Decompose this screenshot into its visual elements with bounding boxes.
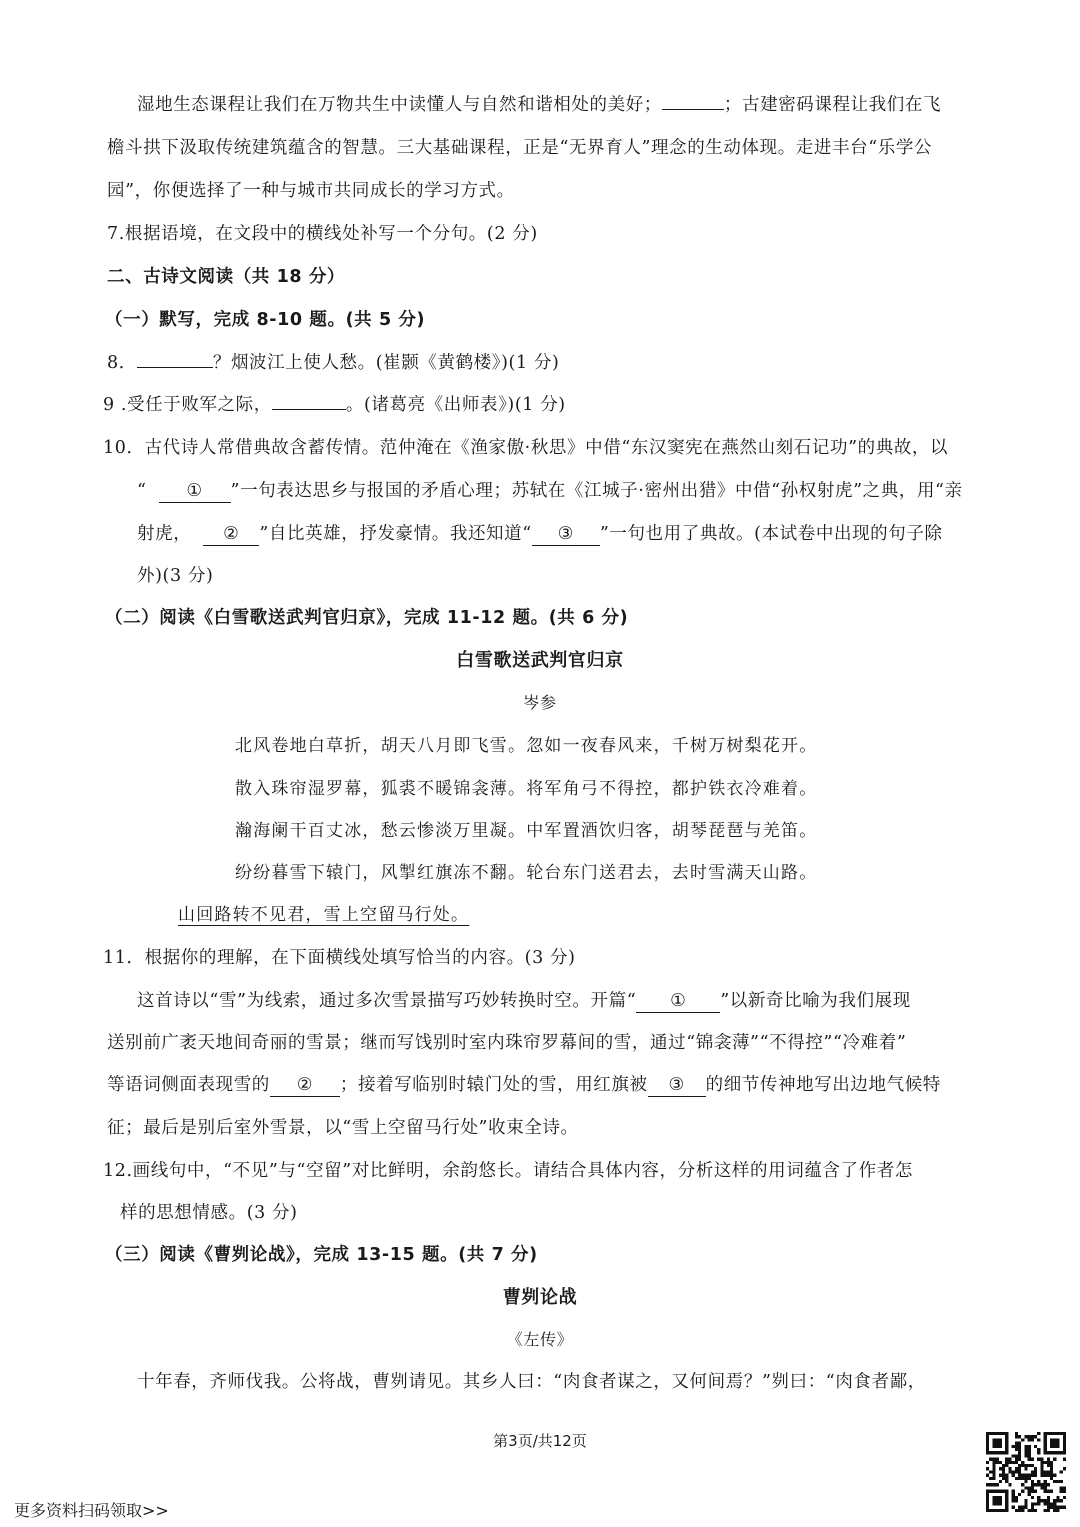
answer-blank-1: ①: [636, 990, 720, 1013]
qr-module: [992, 1467, 995, 1470]
qr-module: [1005, 1480, 1008, 1483]
qr-module: [1028, 1448, 1031, 1451]
qr-module: [1047, 1509, 1050, 1512]
qr-module: [1063, 1467, 1066, 1470]
answer-blank-2: ②: [270, 1074, 340, 1097]
qr-module: [1053, 1480, 1056, 1483]
answer-blank: [137, 367, 213, 368]
qr-module: [1018, 1435, 1021, 1438]
qr-module: [1034, 1502, 1037, 1505]
qr-module: [1018, 1448, 1021, 1451]
poem-line-2: 散入珠帘湿罗幕，狐裘不暖锦衾薄。将军角弓不得控，都护铁衣冷难着。: [235, 779, 818, 799]
qr-module: [1040, 1486, 1043, 1489]
qr-module: [1005, 1474, 1008, 1477]
qr-module: [1050, 1470, 1053, 1473]
qr-module: [1063, 1490, 1066, 1493]
qr-module: [1031, 1470, 1034, 1473]
qr-module: [1044, 1483, 1047, 1486]
qr-module: [1012, 1499, 1015, 1502]
qr-module: [1012, 1490, 1015, 1493]
qr-module: [1028, 1490, 1031, 1493]
qr-module: [1037, 1502, 1040, 1505]
qr-module: [1037, 1458, 1040, 1461]
qr-module: [1018, 1445, 1021, 1448]
question-text: 等语词侧面表现雪的: [107, 1075, 270, 1095]
qr-module: [1044, 1502, 1047, 1505]
qr-module: [1018, 1470, 1021, 1473]
qr-module: [1040, 1458, 1043, 1461]
qr-module: [1018, 1474, 1021, 1477]
qr-module: [1034, 1467, 1037, 1470]
qr-module: [1063, 1486, 1066, 1489]
qr-module: [986, 1467, 989, 1470]
qr-module: [1031, 1486, 1034, 1489]
question-11-line-1: [137, 988, 911, 1014]
subsection-3-title: （三）阅读《曹刿论战》，完成 13-15 题。(共 7 分): [105, 1245, 538, 1265]
qr-module: [1008, 1483, 1011, 1486]
qr-module: [1031, 1458, 1034, 1461]
qr-module: [989, 1458, 992, 1461]
qr-module: [1050, 1502, 1053, 1505]
qr-module: [1037, 1496, 1040, 1499]
qr-module: [1050, 1477, 1053, 1480]
qr-module: [1021, 1438, 1024, 1441]
qr-module: [1015, 1435, 1018, 1438]
qr-module: [1053, 1509, 1056, 1512]
qr-module: [1021, 1506, 1024, 1509]
qr-module: [1031, 1464, 1034, 1467]
qr-module: [1060, 1490, 1063, 1493]
qr-module: [1050, 1464, 1053, 1467]
qr-module: [999, 1474, 1002, 1477]
qr-module: [1024, 1480, 1027, 1483]
qr-module: [1044, 1499, 1047, 1502]
qr-module: [1024, 1474, 1027, 1477]
qr-module: [1018, 1442, 1021, 1445]
qr-module: [1047, 1483, 1050, 1486]
quote-mark: “: [137, 481, 147, 501]
qr-module: [1047, 1470, 1050, 1473]
qr-module: [1024, 1499, 1027, 1502]
qr-module: [992, 1483, 995, 1486]
qr-module: [1053, 1499, 1056, 1502]
qr-module: [1021, 1509, 1024, 1512]
qr-module: [999, 1480, 1002, 1483]
qr-module: [1008, 1470, 1011, 1473]
qr-module: [1015, 1477, 1018, 1480]
qr-module: [1031, 1502, 1034, 1505]
qr-module: [1024, 1486, 1027, 1489]
qr-module: [1018, 1451, 1021, 1454]
answer-blank: [272, 409, 346, 410]
qr-module: [1024, 1454, 1027, 1457]
qr-module: [1002, 1477, 1005, 1480]
qr-module: [1015, 1467, 1018, 1470]
qr-module: [1028, 1493, 1031, 1496]
qr-module: [1028, 1458, 1031, 1461]
poem-line-3: 瀚海阑干百丈冰，愁云惨淡万里凝。中军置酒饮归客，胡琴琵琶与羌笛。: [235, 821, 818, 841]
qr-module: [1044, 1470, 1047, 1473]
qr-module: [1063, 1458, 1066, 1461]
question-text: ；接着写临别时辕门处的雪，用红旗被: [339, 1075, 648, 1095]
qr-module: [1018, 1458, 1021, 1461]
qr-module: [1050, 1461, 1053, 1464]
qr-module: [1037, 1432, 1040, 1435]
passage-line-2: 檐斗拱下汲取传统建筑蕴含的智慧。三大基础课程，正是“无界育人”理念的生动体现。走进丰台“乐学公: [107, 138, 933, 158]
qr-module: [1008, 1458, 1011, 1461]
qr-module: [1037, 1499, 1040, 1502]
qr-module: [1034, 1445, 1037, 1448]
question-text: 。(诸葛亮《出师表》)(1 分): [345, 395, 566, 415]
question-8: [107, 350, 559, 376]
qr-module: [992, 1461, 995, 1464]
qr-module: [1040, 1467, 1043, 1470]
qr-module: [996, 1461, 999, 1464]
qr-module: [986, 1474, 989, 1477]
qr-module: [1047, 1499, 1050, 1502]
question-9: [103, 392, 566, 418]
underlined-sentence: 山回路转不见君，雪上空留马行处。: [178, 905, 470, 925]
qr-module: [1021, 1464, 1024, 1467]
qr-module: [1047, 1490, 1050, 1493]
qr-module: [1031, 1474, 1034, 1477]
qr-module: [996, 1458, 999, 1461]
qr-module: [1012, 1506, 1015, 1509]
qr-module: [1028, 1445, 1031, 1448]
qr-module: [992, 1458, 995, 1461]
qr-module: [1002, 1467, 1005, 1470]
qr-module: [1063, 1496, 1066, 1499]
qr-module: [1060, 1499, 1063, 1502]
passage-text: 湿地生态课程让我们在万物共生中读懂人与自然和谐相处的美好；: [137, 95, 662, 115]
qr-module: [1031, 1509, 1034, 1512]
qr-module: [1021, 1483, 1024, 1486]
qr-module: [1018, 1477, 1021, 1480]
qr-module: [1021, 1474, 1024, 1477]
prose-source: 《左传》: [506, 1330, 574, 1349]
qr-module: [1034, 1509, 1037, 1512]
qr-module: [992, 1477, 995, 1480]
qr-module: [986, 1483, 989, 1486]
qr-module: [1002, 1474, 1005, 1477]
qr-module: [989, 1477, 992, 1480]
question-text: ”自比英雄，抒发豪情。我还知道“: [259, 524, 532, 544]
qr-module: [1060, 1506, 1063, 1509]
qr-module: [1047, 1464, 1050, 1467]
question-12-line-1: 12.画线句中，“不见”与“空留”对比鲜明，余韵悠长。请结合具体内容，分析这样的用词蕴含了作者怎: [103, 1161, 913, 1181]
qr-module: [1056, 1480, 1059, 1483]
qr-module: [1047, 1502, 1050, 1505]
qr-module: [1028, 1509, 1031, 1512]
poem-title: 白雪歌送武判官归京: [456, 650, 624, 671]
qr-module: [1056, 1499, 1059, 1502]
qr-module: [1063, 1506, 1066, 1509]
qr-module: [1015, 1509, 1018, 1512]
qr-module: [1056, 1509, 1059, 1512]
subsection-1-title: （一）默写，完成 8-10 题。(共 5 分): [105, 310, 426, 330]
qr-module: [1031, 1483, 1034, 1486]
qr-module: [1050, 1474, 1053, 1477]
qr-module: [1028, 1438, 1031, 1441]
qr-module: [1018, 1509, 1021, 1512]
qr-module: [1056, 1496, 1059, 1499]
qr-module: [1028, 1486, 1031, 1489]
qr-module: [1024, 1435, 1027, 1438]
qr-module: [1053, 1474, 1056, 1477]
qr-module: [1047, 1506, 1050, 1509]
qr-module: [1005, 1477, 1008, 1480]
qr-module: [1047, 1461, 1050, 1464]
qr-module: [1015, 1448, 1018, 1451]
qr-module: [1024, 1506, 1027, 1509]
qr-module: [1012, 1474, 1015, 1477]
passage-text: ；古建密码课程让我们在飞: [723, 95, 942, 115]
qr-module: [1012, 1445, 1015, 1448]
poem-line-4: 纷纷暮雪下辕门，风掣红旗冻不翻。轮台东门送君去，去时雪满天山路。: [235, 863, 818, 883]
qr-module: [1005, 1464, 1008, 1467]
qr-module: [1018, 1467, 1021, 1470]
section-2-title: 二、古诗文阅读（共 18 分）: [107, 267, 346, 287]
qr-module: [999, 1461, 1002, 1464]
question-number: 8．: [107, 353, 137, 373]
answer-blank-2: ②: [203, 523, 259, 546]
qr-module: [1044, 1474, 1047, 1477]
qr-module: [1044, 1509, 1047, 1512]
poem-author: 岑参: [523, 693, 557, 712]
question-10-line-4: 外)(3 分): [137, 566, 214, 586]
qr-module: [1012, 1493, 1015, 1496]
question-11-line-3: [107, 1072, 941, 1098]
qr-module: [1031, 1480, 1034, 1483]
qr-module: [1031, 1496, 1034, 1499]
qr-module: [1028, 1454, 1031, 1457]
qr-module: [989, 1483, 992, 1486]
question-11-head: 11．根据你的理解，在下面横线处填写恰当的内容。(3 分): [103, 948, 576, 968]
qr-module: [1034, 1474, 1037, 1477]
qr-module: [1031, 1506, 1034, 1509]
passage-blank: [662, 109, 724, 110]
qr-module: [1031, 1490, 1034, 1493]
qr-module: [989, 1470, 992, 1473]
passage-line-1: [137, 92, 941, 118]
qr-module: [1047, 1496, 1050, 1499]
qr-module: [1053, 1502, 1056, 1505]
qr-module: [1047, 1474, 1050, 1477]
question-text: 这首诗以“雪”为线索，通过多次雪景描写巧妙转换时空。开篇“: [137, 991, 637, 1011]
qr-module: [1024, 1445, 1027, 1448]
question-text: ”一句表达思乡与报国的矛盾心理；苏轼在《江城子·密州出猎》中借“孙权射虎”之典，用“亲: [230, 481, 963, 501]
qr-module: [1005, 1461, 1008, 1464]
qr-module: [1024, 1451, 1027, 1454]
qr-module: [1040, 1464, 1043, 1467]
qr-module: [1056, 1506, 1059, 1509]
poem-line-1: 北风卷地白草折，胡天八月即飞雪。忽如一夜春风来，千树万树梨花开。: [235, 736, 818, 756]
page-number: 第3页/共12页: [493, 1432, 587, 1450]
qr-module: [1015, 1442, 1018, 1445]
qr-module: [992, 1464, 995, 1467]
qr-module: [1024, 1464, 1027, 1467]
qr-module: [1015, 1496, 1018, 1499]
qr-module: [992, 1474, 995, 1477]
qr-module: [1034, 1470, 1037, 1473]
qr-module: [1034, 1490, 1037, 1493]
qr-module: [1037, 1483, 1040, 1486]
qr-module: [1015, 1461, 1018, 1464]
qr-module: [1037, 1480, 1040, 1483]
qr-module: [1040, 1470, 1043, 1473]
qr-module: [1050, 1506, 1053, 1509]
question-10-line-1: 10．古代诗人常借典故含蓄传情。范仲淹在《渔家傲·秋思》中借“东汉窦宪在燕然山刻石记功”的典故，以: [103, 438, 949, 458]
qr-module: [1044, 1486, 1047, 1489]
question-text: 的细节传神地写出边地气候特: [705, 1075, 941, 1095]
question-11-line-2: 送别前广袤天地间奇丽的雪景；继而写饯别时室内珠帘罗幕间的雪，通过“锦衾薄”“不得控”“冷难着”: [107, 1033, 907, 1053]
question-11-line-4: 征；最后是别后室外雪景，以“雪上空留马行处”收束全诗。: [107, 1118, 579, 1138]
qr-module: [1024, 1467, 1027, 1470]
qr-module: [1044, 1461, 1047, 1464]
prose-title: 曹刿论战: [502, 1287, 578, 1308]
question-text: 9 .受任于败军之际，: [103, 395, 272, 415]
question-10-line-2: [137, 478, 963, 504]
poem-line-5-underlined: [178, 902, 469, 928]
passage-line-3: 园”，你便选择了一种与城市共同成长的学习方式。: [107, 181, 515, 201]
qr-module: [1031, 1435, 1034, 1438]
qr-module: [1037, 1448, 1040, 1451]
more-resources-link[interactable]: 更多资料扫码领取>>: [14, 1501, 169, 1520]
qr-module: [996, 1483, 999, 1486]
qr-module: [1044, 1490, 1047, 1493]
qr-module: [1015, 1470, 1018, 1473]
qr-module: [986, 1461, 989, 1464]
qr-module: [1012, 1470, 1015, 1473]
qr-module: [1034, 1435, 1037, 1438]
qr-module: [1002, 1470, 1005, 1473]
subsection-2-title: （二）阅读《白雪歌送武判官归京》，完成 11-12 题。(共 6 分): [105, 608, 629, 628]
qr-module: [1040, 1483, 1043, 1486]
question-text: ”以新奇比喻为我们展现: [720, 991, 911, 1011]
qr-module: [1060, 1470, 1063, 1473]
prose-line-1: 十年春，齐师伐我。公将战，曹刿请见。其乡人曰：“肉食者谋之，又何间焉？”刿曰：“肉食者鄙，: [137, 1372, 926, 1392]
question-10-line-3: [137, 521, 943, 547]
question-7: 7.根据语境，在文段中的横线处补写一个分句。(2 分): [107, 224, 538, 244]
qr-module: [1021, 1461, 1024, 1464]
qr-module: [1015, 1458, 1018, 1461]
qr-module: [1021, 1477, 1024, 1480]
qr-module: [1040, 1474, 1043, 1477]
qr-module: [1015, 1432, 1018, 1435]
qr-module: [1021, 1490, 1024, 1493]
qr-module: [1015, 1454, 1018, 1457]
qr-module: [1047, 1458, 1050, 1461]
qr-module: [1034, 1483, 1037, 1486]
question-text: ”一句也用了典故。(本试卷中出现的句子除: [599, 524, 943, 544]
qr-module: [1053, 1458, 1056, 1461]
qr-module: [1028, 1464, 1031, 1467]
qr-module: [1060, 1480, 1063, 1483]
qr-module: [1028, 1477, 1031, 1480]
qr-module: [1018, 1464, 1021, 1467]
qr-module: [1012, 1496, 1015, 1499]
question-text: ？烟波江上使人愁。(崔颢《黄鹤楼》)(1 分): [212, 353, 560, 373]
qr-module: [1015, 1445, 1018, 1448]
qr-module: [1005, 1458, 1008, 1461]
qr-module: [1008, 1461, 1011, 1464]
qr-module: [1053, 1506, 1056, 1509]
qr-module: [1018, 1506, 1021, 1509]
qr-code-icon[interactable]: [986, 1432, 1066, 1512]
answer-blank-1: ①: [159, 480, 231, 503]
qr-module: [1024, 1448, 1027, 1451]
qr-module: [1024, 1477, 1027, 1480]
qr-module: [1037, 1451, 1040, 1454]
qr-module: [1044, 1480, 1047, 1483]
qr-module: [1031, 1438, 1034, 1441]
qr-module: [1028, 1451, 1031, 1454]
qr-module: [1060, 1486, 1063, 1489]
qr-module: [999, 1467, 1002, 1470]
qr-module: [1040, 1461, 1043, 1464]
qr-module: [1018, 1493, 1021, 1496]
qr-module: [1028, 1474, 1031, 1477]
qr-module: [1002, 1464, 1005, 1467]
qr-module: [1024, 1502, 1027, 1505]
qr-module: [992, 1470, 995, 1473]
answer-blank-3: ③: [648, 1074, 706, 1097]
question-text: 射虎，: [137, 524, 192, 544]
qr-module: [1012, 1454, 1015, 1457]
qr-module: [1037, 1438, 1040, 1441]
qr-module: [1050, 1467, 1053, 1470]
qr-module: [1015, 1499, 1018, 1502]
qr-module: [1018, 1454, 1021, 1457]
qr-module: [1012, 1461, 1015, 1464]
question-12-line-2: 样的思想情感。(3 分): [120, 1203, 298, 1223]
qr-module: [1028, 1435, 1031, 1438]
answer-blank-3: ③: [532, 523, 600, 546]
qr-module: [1040, 1499, 1043, 1502]
qr-module: [1008, 1467, 1011, 1470]
qr-module: [1050, 1490, 1053, 1493]
